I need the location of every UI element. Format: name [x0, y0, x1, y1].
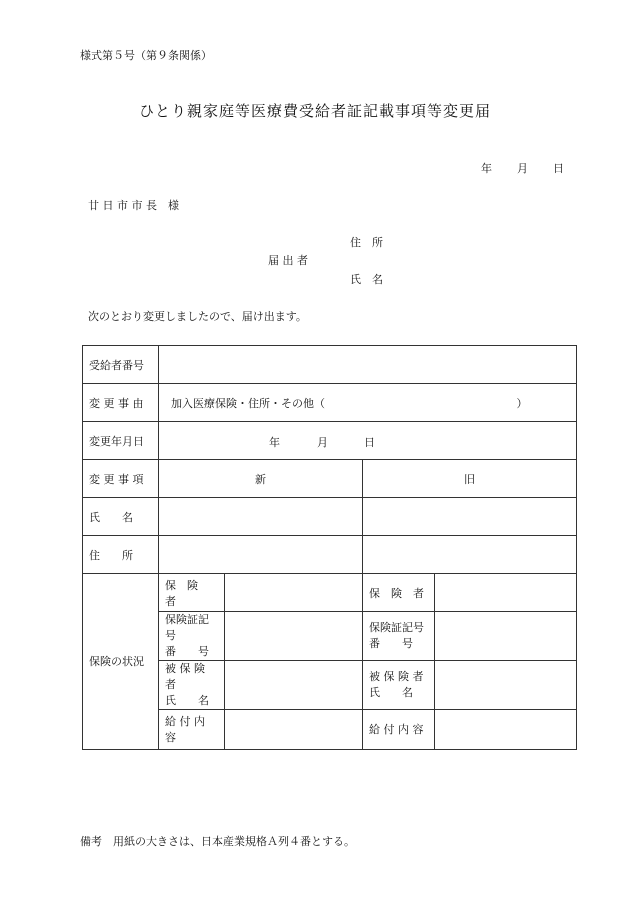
change-date-day: 日 [364, 436, 375, 449]
change-date-year: 年 [269, 436, 280, 449]
old-insured-person-label: 被 保 険 者 [369, 669, 424, 683]
date-year-label: 年 [481, 162, 492, 175]
new-insured-name-label: 氏 名 [165, 693, 209, 707]
date-month-label: 月 [517, 162, 528, 175]
new-name-field[interactable] [159, 498, 363, 536]
old-insurer-field[interactable] [435, 574, 577, 612]
new-address-field[interactable] [159, 536, 363, 574]
insurance-status-label: 保険の状況 [83, 574, 159, 750]
recipient-number-field[interactable] [159, 346, 577, 384]
form-number: 様式第５号（第９条関係） [80, 49, 212, 62]
new-cert-number-label: 番 号 [165, 644, 209, 658]
addressee: 廿 日 市 市 長 様 [88, 199, 179, 212]
change-date-field[interactable] [159, 422, 577, 460]
new-cert-label [159, 612, 225, 661]
old-insurer-label: 保 険 者 [363, 574, 435, 612]
new-cert-symbol-label: 保険証記号 [165, 613, 209, 642]
new-insurer-field[interactable] [225, 574, 363, 612]
change-items-label: 変 更 事 項 [83, 460, 159, 498]
new-insured-label [159, 660, 225, 709]
new-insured-field[interactable] [225, 660, 363, 709]
remarks: 備考 用紙の大きさは、日本産業規格Ａ列４番とする。 [80, 835, 355, 848]
intro-text: 次のとおり変更しましたので、届け出ます。 [88, 310, 307, 323]
new-benefit-label: 給 付 内 容 [159, 709, 225, 749]
new-insured-person-label: 被 保 険 者 [165, 661, 205, 691]
change-reason-options: 加入医療保険・住所・その他（ [171, 396, 325, 410]
change-form-table [82, 345, 577, 750]
recipient-number-label: 受給者番号 [83, 346, 159, 384]
change-date-label: 変更年月日 [83, 422, 159, 460]
applicant-label: 届 出 者 [268, 254, 308, 267]
new-column-header: 新 [159, 460, 363, 498]
change-reason-close: ） [516, 396, 528, 410]
old-insured-name-label: 氏 名 [369, 685, 413, 699]
old-insured-label [363, 660, 435, 709]
old-cert-number-label: 番 号 [369, 636, 413, 650]
old-cert-symbol-label: 保険証記号 [369, 620, 424, 634]
new-cert-field[interactable] [225, 612, 363, 661]
new-insurer-label: 保 険 者 [159, 574, 225, 612]
change-reason-field[interactable] [159, 384, 577, 422]
old-address-field[interactable] [363, 536, 577, 574]
old-cert-label [363, 612, 435, 661]
old-benefit-label: 給 付 内 容 [363, 709, 435, 749]
old-column-header: 旧 [363, 460, 577, 498]
new-benefit-field[interactable] [225, 709, 363, 749]
applicant-address-label: 住 所 [350, 236, 383, 249]
old-name-field[interactable] [363, 498, 577, 536]
address-label: 住 所 [83, 536, 159, 574]
form-title: ひとり親家庭等医療費受給者証記載事項等変更届 [138, 102, 491, 120]
old-cert-field[interactable] [435, 612, 577, 661]
change-date-month: 月 [317, 436, 328, 449]
change-reason-label: 変 更 事 由 [83, 384, 159, 422]
name-label: 氏 名 [83, 498, 159, 536]
old-insured-field[interactable] [435, 660, 577, 709]
applicant-name-label: 氏 名 [350, 273, 383, 286]
old-benefit-field[interactable] [435, 709, 577, 749]
date-day-label: 日 [553, 162, 564, 175]
